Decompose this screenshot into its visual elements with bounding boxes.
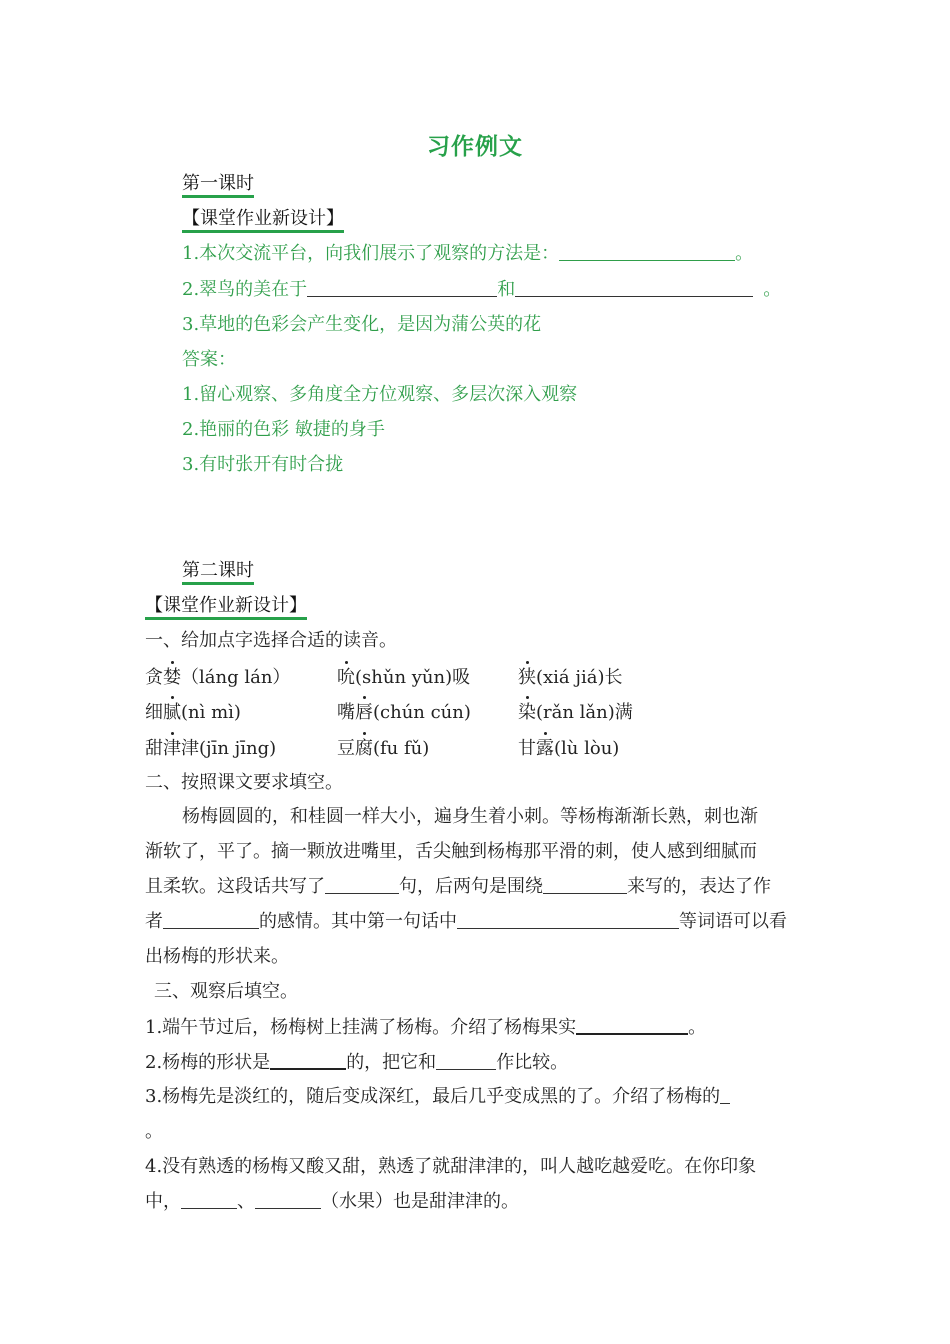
pinyin-item: 嘴唇(chún cún) bbox=[337, 702, 471, 723]
answer-3: 3.有时张开有时合拢 bbox=[182, 454, 344, 475]
pinyin-item: 甜津津(jīn jīng) bbox=[145, 738, 277, 759]
lesson1-question-3: 3.草地的色彩会产生变化，是因为蒲公英的花 bbox=[182, 314, 542, 335]
part3-question-4-cont: 中， 、 （水果）也是甜津津的。 bbox=[145, 1191, 519, 1212]
answer-blank[interactable] bbox=[163, 910, 259, 929]
answer-blank[interactable] bbox=[457, 910, 679, 929]
dotted-char: 狭 bbox=[518, 667, 536, 688]
answer-blank[interactable] bbox=[515, 278, 753, 297]
answer-blank[interactable] bbox=[270, 1050, 346, 1070]
page-title: 习作例文 bbox=[427, 134, 523, 160]
answer-blank[interactable] bbox=[181, 1190, 237, 1209]
passage-line: 且柔软。这段话共写了 句，后两句是围绕 来写的，表达了作 bbox=[145, 876, 771, 897]
passage-line: 杨梅圆圆的，和桂圆一样大小，遍身生着小刺。等杨梅渐渐长熟，刺也渐 bbox=[182, 806, 758, 827]
part3-question-3: 3.杨梅先是淡红的，随后变成深红，最后几乎变成黑的了。介绍了杨梅的 bbox=[145, 1085, 730, 1109]
passage-line: 者 的感情。其中第一句话中 等词语可以看 bbox=[145, 911, 787, 932]
part3-question-1: 1.端午节过后，杨梅树上挂满了杨梅。介绍了杨梅果实 。 bbox=[145, 1017, 707, 1038]
passage-line: 出杨梅的形状来。 bbox=[145, 946, 289, 967]
pinyin-item: 狭(xiá jiá)长 bbox=[518, 667, 623, 688]
part3-title: 三、观察后填空。 bbox=[154, 981, 298, 1002]
answer-label: 答案： bbox=[182, 349, 236, 370]
lesson1-heading: 第一课时 bbox=[182, 172, 254, 196]
answer-blank[interactable] bbox=[436, 1051, 496, 1070]
dotted-char: 吮 bbox=[337, 667, 355, 688]
answer-blank[interactable] bbox=[325, 875, 399, 894]
passage-line: 渐软了，平了。摘一颗放进嘴里，舌尖触到杨梅那平滑的刺，使人感到细腻而 bbox=[145, 841, 757, 862]
pinyin-item: 染(rǎn lǎn)满 bbox=[518, 702, 633, 723]
dotted-char: 染 bbox=[518, 702, 536, 723]
dotted-char: 津 bbox=[163, 738, 181, 759]
answer-blank[interactable] bbox=[543, 875, 627, 894]
answer-1: 1.留心观察、多角度全方位观察、多层次深入观察 bbox=[182, 384, 578, 405]
pinyin-item: 甘露(lù lòu) bbox=[518, 738, 620, 759]
pinyin-item: 吮(shǔn yǔn)吸 bbox=[337, 667, 471, 688]
answer-blank[interactable] bbox=[559, 242, 735, 261]
dotted-char: 腐 bbox=[355, 738, 373, 759]
dotted-char: 婪 bbox=[163, 667, 181, 688]
lesson1-section-title: 【课堂作业新设计】 bbox=[182, 207, 344, 231]
dotted-char: 唇 bbox=[355, 702, 373, 723]
pinyin-item: 豆腐(fu fǔ) bbox=[337, 738, 430, 759]
lesson2-section-title: 【课堂作业新设计】 bbox=[145, 594, 307, 618]
answer-blank[interactable] bbox=[576, 1015, 688, 1035]
answer-blank[interactable] bbox=[255, 1190, 321, 1209]
answer-blank[interactable] bbox=[307, 278, 497, 297]
part3-question-3-end: 。 bbox=[145, 1121, 163, 1142]
answer-2: 2.艳丽的色彩 敏捷的身手 bbox=[182, 419, 385, 440]
part1-title: 一、给加点字选择合适的读音。 bbox=[145, 630, 397, 651]
part3-question-4: 4.没有熟透的杨梅又酸又甜，熟透了就甜津津的，叫人越吃越爱吃。在你印象 bbox=[145, 1156, 757, 1177]
lesson1-question-2: 2.翠鸟的美在于 和 。 bbox=[182, 279, 782, 300]
answer-blank[interactable] bbox=[720, 1085, 730, 1104]
pinyin-item: 细腻(nì mì) bbox=[145, 702, 241, 723]
dotted-char: 露 bbox=[536, 738, 554, 759]
part3-question-2: 2.杨梅的形状是 的，把它和 作比较。 bbox=[145, 1052, 569, 1073]
part2-title: 二、按照课文要求填空。 bbox=[145, 772, 343, 793]
dotted-char: 腻 bbox=[163, 702, 181, 723]
lesson2-heading: 第二课时 bbox=[182, 559, 254, 583]
pinyin-item: 贪婪（láng lán） bbox=[145, 667, 291, 688]
lesson1-question-1: 1.本次交流平台，向我们展示了观察的方法是： 。 bbox=[182, 243, 754, 264]
